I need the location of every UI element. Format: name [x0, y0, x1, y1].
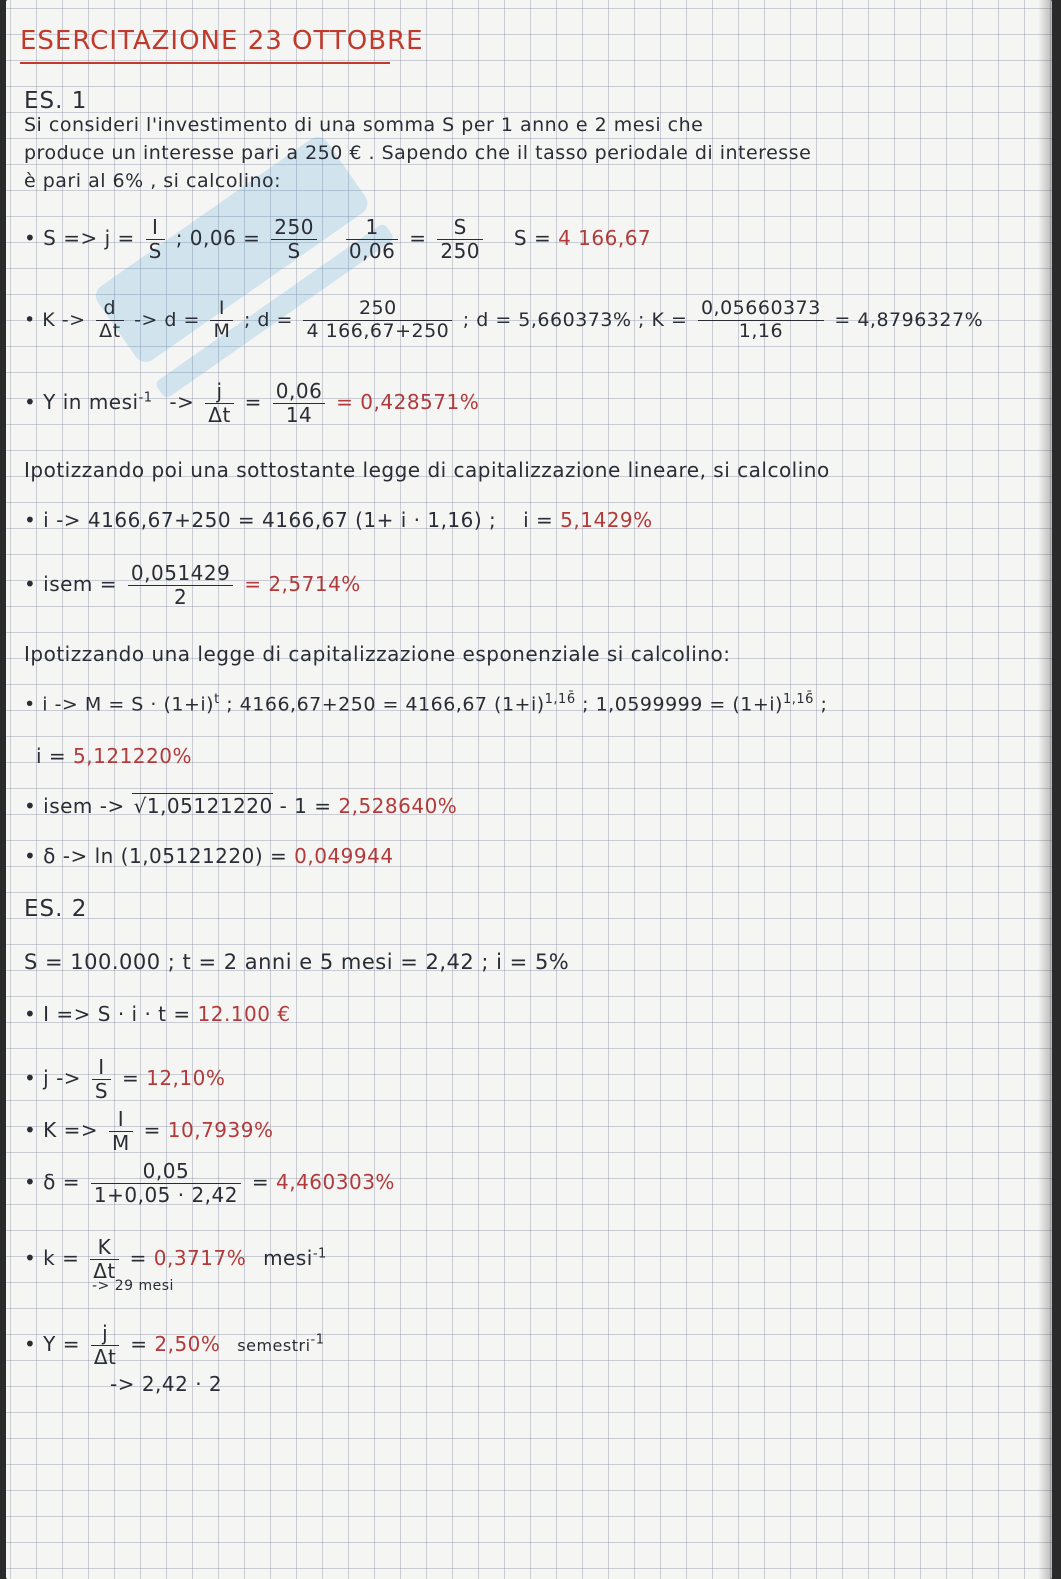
- isem-exp-root: √1,05121220: [133, 794, 273, 818]
- es2-k-line: [24, 1108, 273, 1155]
- i-exp-line: [24, 692, 827, 715]
- i-exp-expr: • i -> M = S · (1+i): [24, 693, 215, 716]
- es2-y-result: 2,50%: [154, 1332, 221, 1356]
- es2-delta-line: [24, 1160, 395, 1207]
- es2-j-line: [24, 1056, 225, 1103]
- fraction-i-over-m: [210, 298, 233, 343]
- i-exp-expr2: ; 4166,67+250 = 4166,67 (1+i): [226, 693, 545, 716]
- fraction-1-over-006: [346, 216, 399, 263]
- y-exp: -1: [138, 390, 153, 406]
- es2-k-eq: =: [143, 1118, 161, 1142]
- es2-given: S = 100.000 ; t = 2 anni e 5 mesi = 2,42 ; i = 5%: [24, 950, 570, 974]
- i-exp-label: i =: [36, 744, 67, 768]
- s-mid: ; 0,06 =: [175, 226, 261, 250]
- frac-den: M: [213, 319, 231, 342]
- frac-num: I: [146, 216, 165, 240]
- fraction-006-over-14: [273, 380, 326, 427]
- fraction-250-over-s: [271, 216, 317, 263]
- k-result: = 4,8796327%: [834, 308, 984, 331]
- frac-den: 14: [285, 403, 313, 427]
- fraction-i-over-s: [92, 1056, 111, 1103]
- frac-den: M: [112, 1131, 130, 1155]
- es2-interest-prefix: • I => S · i · t =: [24, 1002, 191, 1026]
- k-d-result: ; d = 5,660373% ;: [462, 308, 645, 331]
- frac-den: S: [148, 239, 162, 263]
- s-prefix: • S => j =: [24, 226, 135, 250]
- isem-exp-result: 2,528640%: [338, 794, 458, 818]
- frac-den: 1+0,05 · 2,42: [93, 1183, 238, 1207]
- es2-j-prefix: • j ->: [24, 1066, 82, 1090]
- k-d-eq: d =: [164, 308, 200, 331]
- frac-den: S: [94, 1079, 109, 1103]
- frac-num: I: [109, 1108, 133, 1132]
- page-title: ESERCITAZIONE 23 OTTOBRE: [20, 26, 424, 56]
- fraction-i-over-2: [128, 562, 233, 609]
- isem-linear-result: = 2,5714%: [244, 572, 361, 596]
- isem-linear-line: [24, 562, 361, 609]
- k-arrow: ->: [134, 308, 158, 331]
- frac-den: Δt: [93, 1345, 117, 1369]
- frac-num: I: [92, 1056, 111, 1080]
- fraction-250-over-sum: [303, 298, 452, 343]
- es1-text-line-2: produce un interesse pari a 250 € . Sapendo che il tasso periodale di interesse: [24, 142, 812, 164]
- es2-ksmall-line: [24, 1236, 327, 1283]
- es2-heading: ES. 2: [24, 896, 88, 922]
- i-exp-result-line: [36, 744, 192, 768]
- s-label: S =: [513, 226, 552, 250]
- es2-y-exp: -1: [310, 1332, 325, 1348]
- i-exp-tail: ;: [820, 693, 828, 716]
- frac-den: Δt: [93, 1259, 116, 1283]
- exp-intro: Ipotizzando una legge di capitalizzazione esponenziale si calcolino:: [24, 642, 731, 666]
- es2-y-prefix: • Y =: [24, 1332, 80, 1356]
- es1-text-line-3: è pari al 6% , si calcolino:: [24, 170, 282, 192]
- es1-y-line: [24, 380, 479, 427]
- page-edge-shadow: [1038, 0, 1052, 1579]
- frac-den: 4 166,67+250: [306, 319, 450, 342]
- es2-y-unit: semestri: [237, 1336, 311, 1355]
- es2-ksmall-prefix: • k =: [24, 1246, 80, 1270]
- es2-delta-prefix: • δ =: [24, 1170, 81, 1194]
- es1-s-line: [24, 216, 651, 263]
- y-prefix: • Y in mesi: [24, 390, 139, 414]
- isem-exp-line: [24, 794, 457, 818]
- i-linear-result: 5,1429%: [560, 508, 653, 532]
- frac-den: 2: [174, 585, 188, 609]
- es2-ksmall-note: -> 29 mesi: [92, 1278, 174, 1294]
- fraction-i-over-s: [146, 216, 165, 263]
- frac-num: S: [437, 216, 483, 240]
- delta-prefix: • δ -> ln (1,05121220) =: [24, 844, 288, 868]
- es2-delta-eq: =: [251, 1170, 270, 1194]
- title-underline: [20, 62, 390, 64]
- frac-den: Δt: [99, 319, 121, 342]
- frac-num: 0,05: [91, 1160, 241, 1184]
- linear-intro: Ipotizzando poi una sottostante legge di capitalizzazione lineare, si calcolino: [24, 458, 830, 482]
- isem-linear-prefix: • isem =: [24, 572, 118, 596]
- i-exp-expr3: ; 1,0599999 = (1+i): [582, 693, 783, 716]
- notebook-page: [6, 0, 1052, 1579]
- y-arrow: ->: [169, 390, 195, 414]
- frac-num: d: [96, 298, 123, 321]
- y-result: = 0,428571%: [336, 390, 480, 414]
- frac-num: I: [210, 298, 233, 321]
- fraction-j-over-dt: [91, 1322, 120, 1369]
- s-eq: =: [409, 226, 427, 250]
- frac-num: 1: [346, 216, 399, 240]
- fraction-005-over-sum: [91, 1160, 241, 1207]
- frac-num: 250: [271, 216, 317, 240]
- es1-heading: ES. 1: [24, 88, 88, 114]
- frac-num: 0,05660373: [698, 298, 824, 321]
- i-linear-expr: • i -> 4166,67+250 = 4166,67 (1+ i · 1,16) ;: [24, 508, 497, 532]
- es2-k-result: 10,7939%: [167, 1118, 274, 1142]
- es1-text-line-1: Si consideri l'investimento di una somma S per 1 anno e 2 mesi che: [24, 114, 704, 136]
- es1-k-line: [24, 298, 983, 343]
- frac-den: 1,16: [738, 319, 784, 342]
- es2-ksmall-unit: mesi: [263, 1246, 313, 1270]
- i-exp-exp2: 1,16̄: [782, 692, 814, 707]
- isem-exp-prefix: • isem ->: [24, 794, 125, 818]
- fraction-s-over-250: [437, 216, 483, 263]
- es2-ksmall-eq: =: [129, 1246, 147, 1270]
- i-exp-result: 5,121220%: [73, 744, 192, 768]
- es2-interest-result: 12.100 €: [197, 1002, 291, 1026]
- frac-den: Δt: [208, 403, 231, 427]
- s-result: 4 166,67: [558, 226, 652, 250]
- k-d-eq2: ; d =: [243, 308, 293, 331]
- isem-exp-minus: - 1 =: [279, 794, 332, 818]
- fraction-i-over-m: [109, 1108, 133, 1155]
- frac-num: j: [205, 380, 234, 404]
- i-exp-exp1: 1,16̄: [544, 692, 576, 707]
- fraction-d-over-t: [698, 298, 824, 343]
- delta-result: 0,049944: [294, 844, 394, 868]
- fraction-j-over-dt: [205, 380, 234, 427]
- es2-j-eq: =: [121, 1066, 140, 1090]
- frac-num: K: [90, 1236, 119, 1260]
- es2-y-line: [24, 1322, 325, 1369]
- es2-j-result: 12,10%: [146, 1066, 226, 1090]
- es2-interest-line: [24, 1002, 291, 1026]
- k-label: K =: [651, 308, 688, 331]
- i-exp-exp-t: t: [214, 692, 220, 707]
- fraction-k-over-dt: [90, 1236, 119, 1283]
- frac-num: 0,051429: [128, 562, 233, 586]
- es2-ksmall-result: 0,3717%: [153, 1246, 247, 1270]
- y-eq: =: [244, 390, 262, 414]
- es2-delta-result: 4,460303%: [275, 1170, 395, 1194]
- i-linear-label: i =: [523, 508, 554, 532]
- frac-num: 250: [303, 298, 452, 321]
- es2-k-prefix: • K =>: [24, 1118, 99, 1142]
- fraction-d-over-dt: [96, 298, 123, 343]
- frac-den: 0,06: [348, 239, 396, 263]
- k-prefix: • K ->: [24, 308, 86, 331]
- es2-ksmall-exp: -1: [312, 1246, 327, 1262]
- frac-num: j: [91, 1322, 120, 1346]
- delta-line: [24, 844, 394, 868]
- frac-num: 0,06: [273, 380, 326, 404]
- frac-den: 250: [440, 239, 481, 263]
- i-linear-line: [24, 508, 653, 532]
- frac-den: S: [287, 239, 301, 263]
- es2-y-eq: =: [130, 1332, 148, 1356]
- es2-y-note: -> 2,42 · 2: [110, 1372, 223, 1396]
